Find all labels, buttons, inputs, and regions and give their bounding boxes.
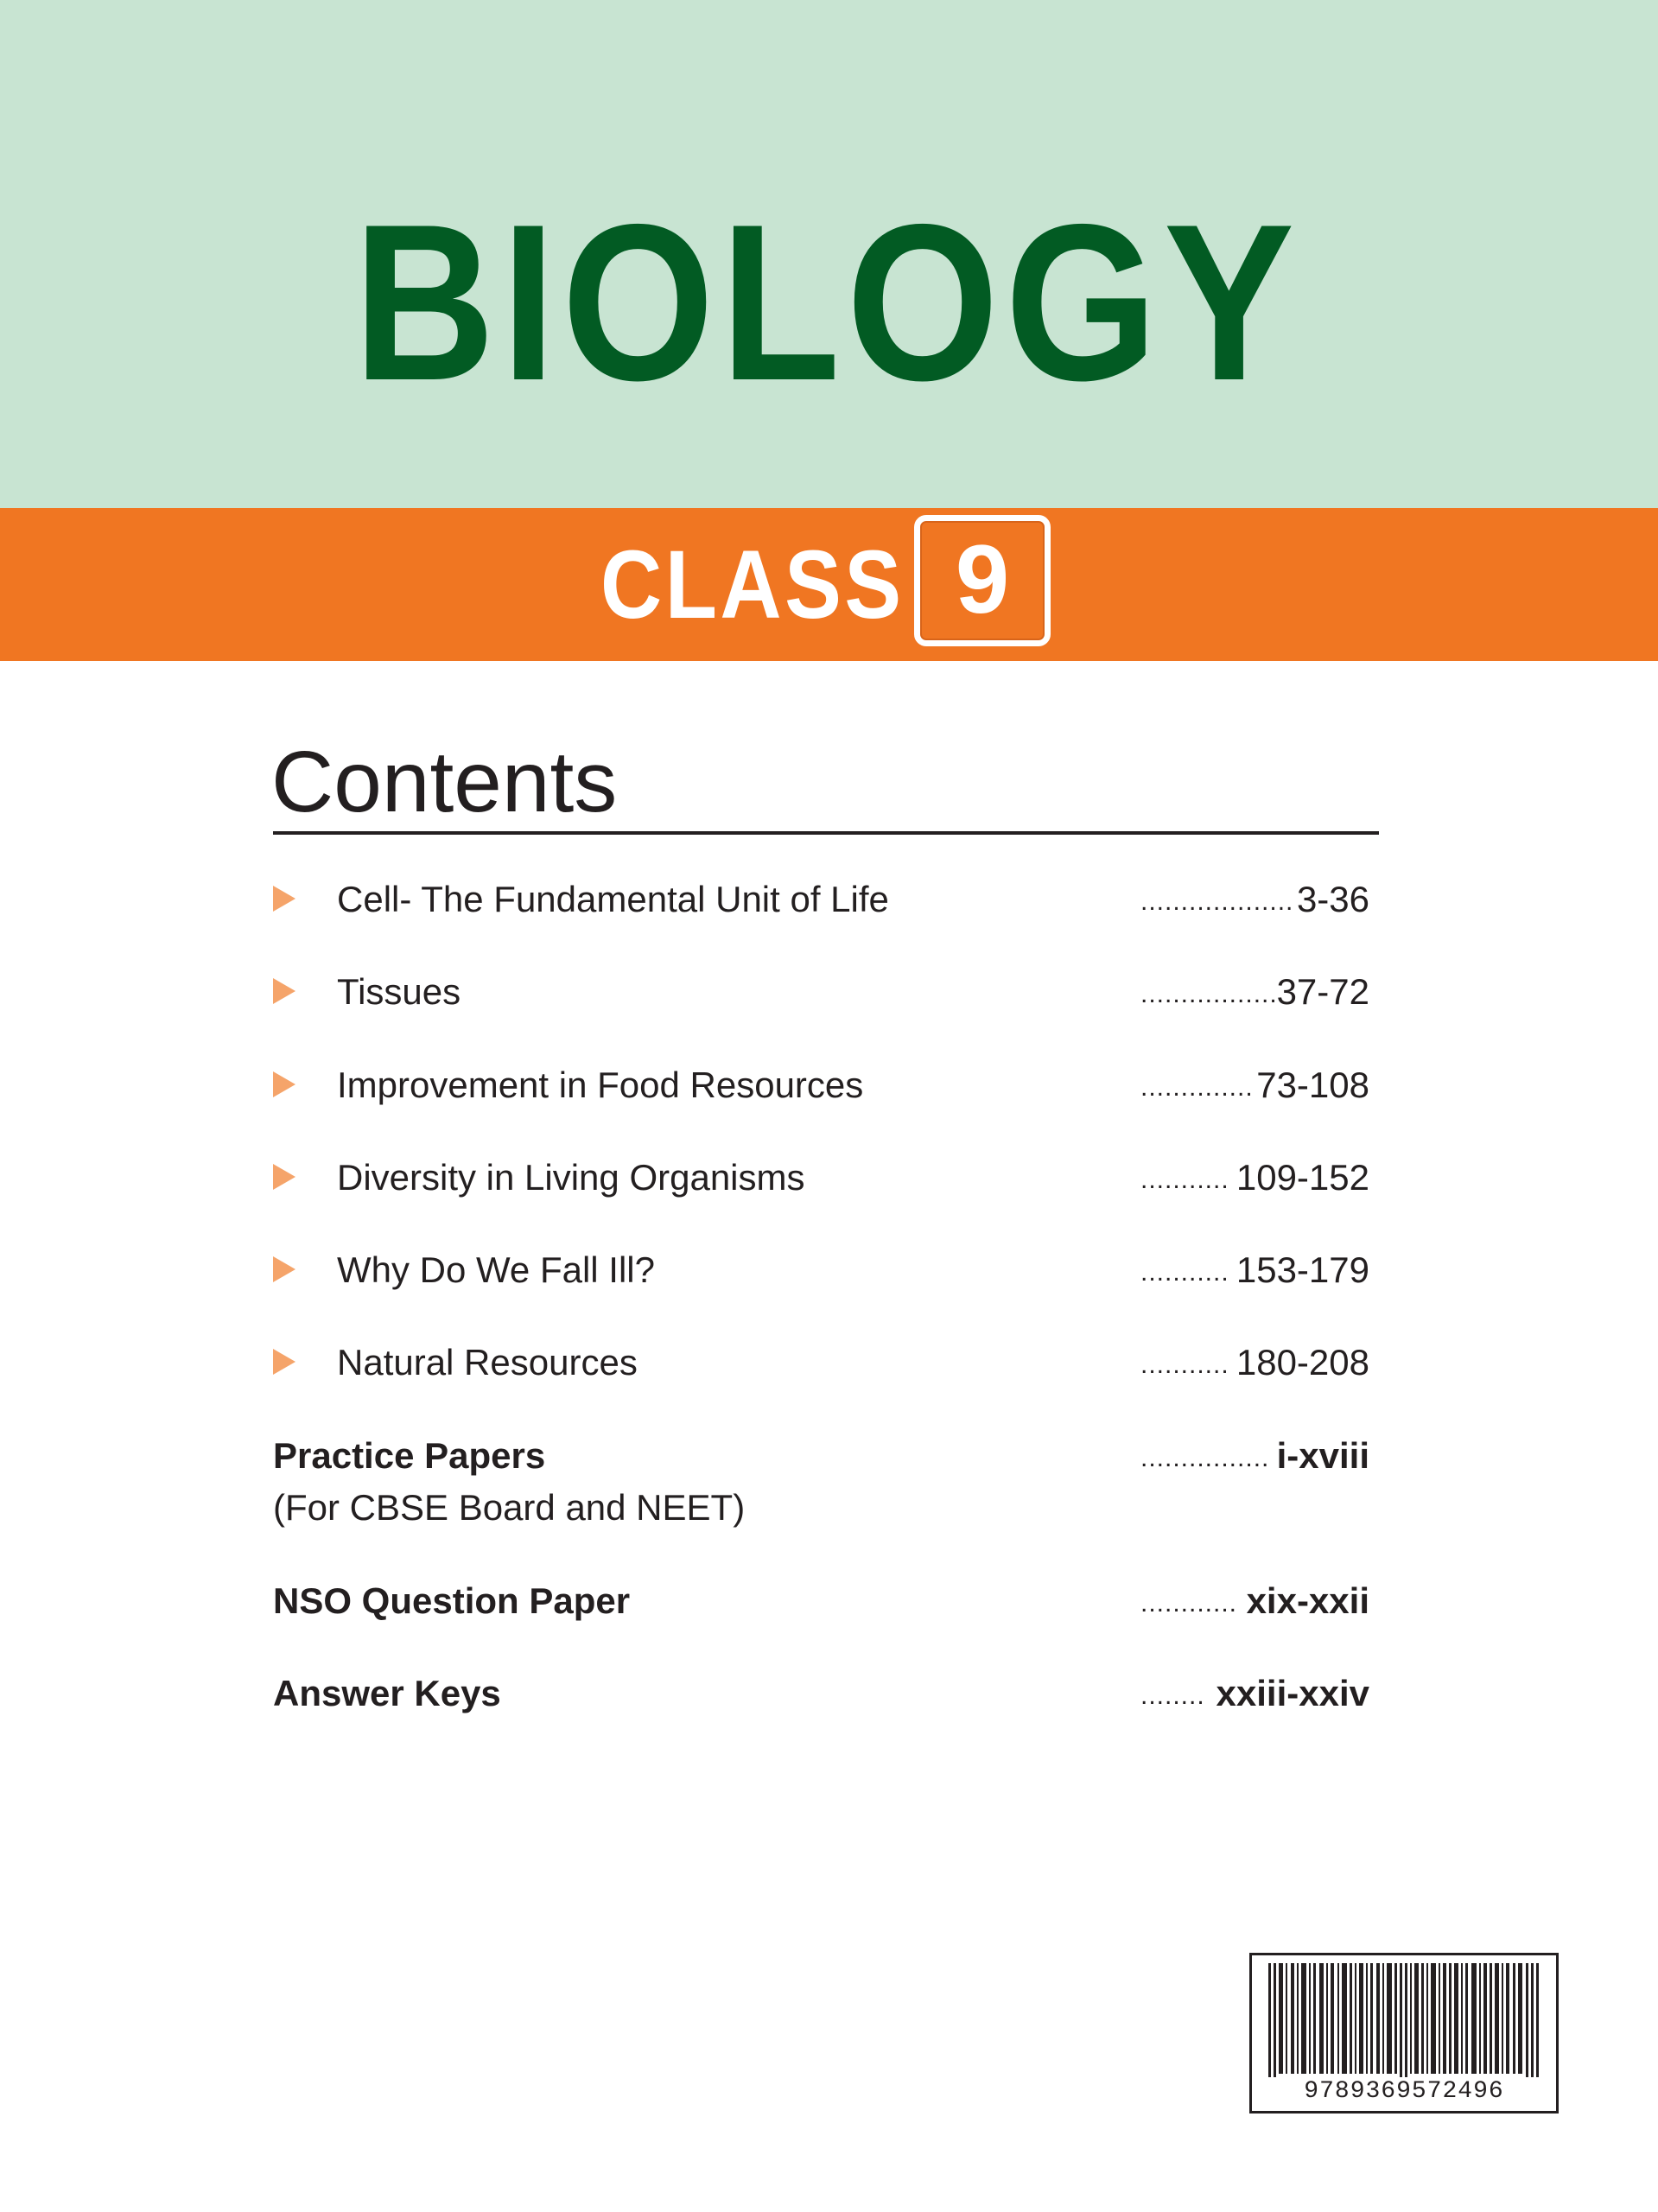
toc-dot-leader: ........	[1140, 1681, 1205, 1710]
toc-extra-title: Answer Keys	[273, 1673, 501, 1713]
toc-page-range: 109-152	[1236, 1157, 1369, 1198]
toc-extra-row	[0, 1668, 1658, 1719]
triangle-bullet-icon	[273, 1164, 295, 1190]
toc-page-range: xix-xxii	[1246, 1580, 1369, 1621]
toc-extra-title: Practice Papers	[273, 1435, 546, 1476]
class-label: CLASS	[600, 531, 905, 639]
toc-chapter-row	[0, 874, 1658, 925]
toc-dot-leader: ...................	[1140, 887, 1294, 916]
triangle-bullet-icon	[273, 1071, 295, 1097]
toc-dot-leader: ...........	[1140, 1166, 1229, 1194]
toc-chapter-title: Improvement in Food Resources	[337, 1065, 864, 1105]
triangle-bullet-icon	[273, 1349, 295, 1375]
toc-dot-leader: ............	[1140, 1589, 1238, 1618]
toc-page-range: 73-108	[1256, 1065, 1369, 1105]
toc-chapter-row	[0, 1244, 1658, 1296]
toc-extra-row	[0, 1575, 1658, 1627]
toc-dot-leader: ..............	[1140, 1073, 1254, 1102]
toc-chapter-row	[0, 1152, 1658, 1204]
toc-extra-subtitle: (For CBSE Board and NEET)	[273, 1487, 746, 1528]
triangle-bullet-icon	[273, 886, 295, 912]
toc-dot-leader: .................	[1140, 980, 1278, 1008]
toc-extra-row	[0, 1430, 1658, 1534]
toc-chapter-title: Diversity in Living Organisms	[337, 1157, 805, 1198]
toc-chapter-title: Natural Resources	[337, 1342, 638, 1382]
toc-dot-leader: ...........	[1140, 1258, 1229, 1287]
toc-extra-title: NSO Question Paper	[273, 1580, 631, 1621]
barcode-digits: 9789369572496	[1267, 2077, 1541, 2107]
toc-page-range: i-xviii	[1276, 1435, 1369, 1476]
toc-dot-leader: ................	[1140, 1444, 1270, 1472]
toc-page-range: 153-179	[1236, 1249, 1369, 1290]
toc-chapter-row	[0, 1059, 1658, 1111]
barcode-icon	[1267, 1963, 1541, 2082]
subject-title: BIOLOGY	[353, 177, 1301, 427]
toc-page-range: 37-72	[1276, 971, 1369, 1012]
toc-page-range: xxiii-xxiv	[1216, 1673, 1369, 1713]
toc-page-range: 3-36	[1296, 879, 1369, 919]
contents-divider	[273, 831, 1379, 835]
toc-chapter-title: Cell- The Fundamental Unit of Life	[337, 879, 889, 919]
toc-chapter-row	[0, 1337, 1658, 1389]
toc-chapter-title: Why Do We Fall Ill?	[337, 1249, 655, 1290]
toc-chapter-row	[0, 966, 1658, 1018]
toc-page-range: 180-208	[1236, 1342, 1369, 1382]
toc-chapter-title: Tissues	[337, 971, 461, 1012]
class-number-badge: 9	[914, 515, 1051, 646]
toc-dot-leader: ...........	[1140, 1351, 1229, 1379]
contents-heading: Contents	[271, 734, 618, 830]
triangle-bullet-icon	[273, 978, 295, 1004]
triangle-bullet-icon	[273, 1256, 295, 1282]
